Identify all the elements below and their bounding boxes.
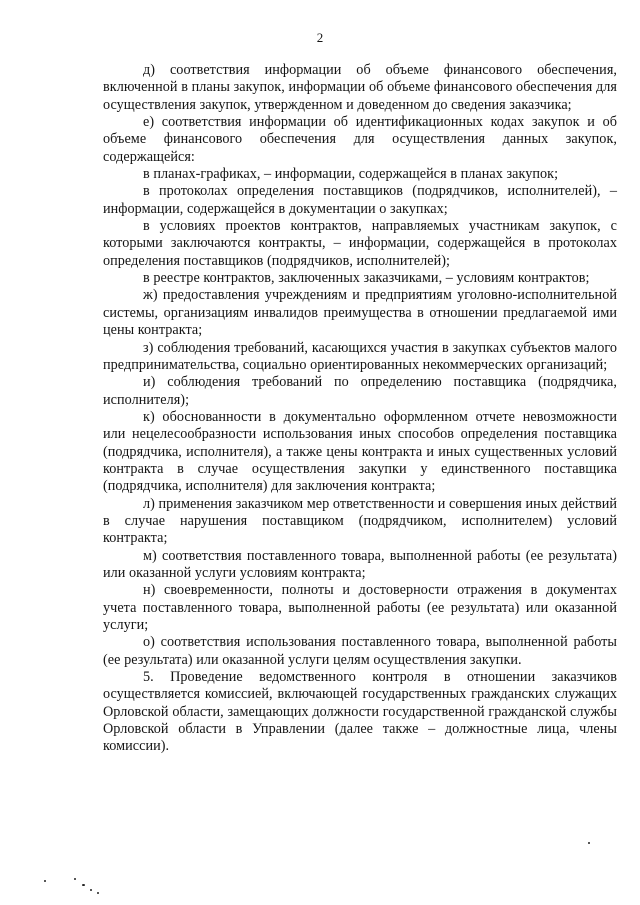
paragraph-o: о) соответствия использования поставленного товара, выполненной работы (ее результата) или оказанной услуги целям осуществления закупки. [103,634,617,668]
paragraph-k: к) обоснованности в документально оформленном отчете невозможности или нецелесообразности использования иных способов определения поставщика (подрядчика, исполнителя), а также цены контракта и иных существенных условий контракта в случае осуществления закупки у единственного поставщика (подрядчика, исполнителя) для заключения контракта; [103,408,617,495]
paragraph-e-item-protocols: в протоколах определения поставщиков (подрядчиков, исполнителей), – информации, содержащейся в документации о закупках; [103,183,617,217]
paragraph-e: е) соответствия информации об идентификационных кодах закупок и об объеме финансового обеспечения для осуществления данных закупок, содержащейся: [103,114,617,165]
paragraph-m: м) соответствия поставленного товара, выполненной работы (ее результата) или оказанной услуги условиям контракта; [103,547,617,581]
paragraph-e-item-registry: в реестре контрактов, заключенных заказчиками, – условиям контрактов; [143,270,590,287]
paragraph-e-item-plans: в планах-графиках, – информации, содержащейся в планах закупок; [143,166,559,183]
scan-speck [97,892,99,894]
paragraph-e-item-contract-drafts: в условиях проектов контрактов, направляемых участникам закупок, с которыми заключаются контракты, – информации, содержащейся в протоколах определения поставщиков (подрядчиков, исполнителей); [103,218,617,269]
scan-speck [90,889,92,891]
paragraph-i: и) соблюдения требований по определению поставщика (подрядчика, исполнителя); [103,374,617,408]
paragraph-d: д) соответствия информации об объеме финансового обеспечения, включенной в планы закупок, информации об объеме финансового обеспечения для осуществления закупок, утвержденном и доведенном до сведения заказчика; [103,62,617,113]
paragraph-zh: ж) предоставления учреждениям и предприятиям уголовно-исполнительной системы, организациям инвалидов преимущества в отношении предлагаемой ими цены контракта; [103,287,617,339]
scan-speck [588,842,590,844]
scan-speck [82,884,85,886]
scan-speck [44,880,46,882]
paragraph-z: з) соблюдения требований, касающихся участия в закупках субъектов малого предпринимательства, социально ориентированных некоммерческих организаций; [103,339,617,373]
paragraph-5: 5. Проведение ведомственного контроля в отношении заказчиков осуществляется комиссией, включающей государственных гражданских служащих Орловской области, замещающих должности государственной гражданской службы Орловской области в Управлении (далее также – должностные лица, члены комиссии). [103,669,617,755]
page-number: 2 [316,30,324,45]
scan-speck [74,878,76,880]
document-body [103,62,617,756]
paragraph-l: л) применения заказчиком мер ответственности и совершения иных действий в случае нарушения поставщиком (подрядчиком, исполнителем) условий контракта; [103,495,617,547]
paragraph-n: н) своевременности, полноты и достоверности отражения в документах учета поставленного товара, выполненной работы (ее результата) или оказанной услуги; [103,582,617,633]
